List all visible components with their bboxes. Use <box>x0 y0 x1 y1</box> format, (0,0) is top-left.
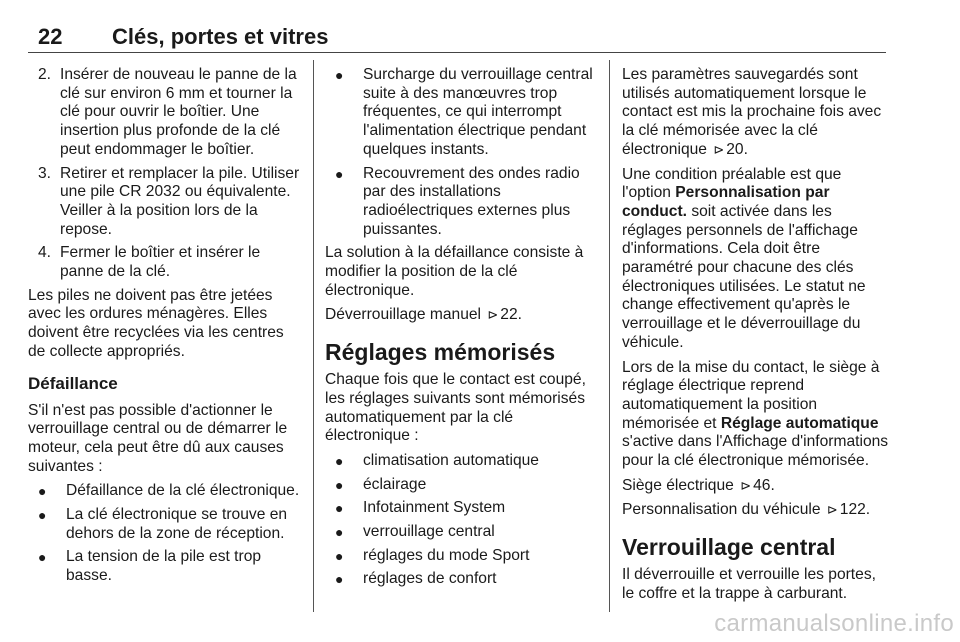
bullet-icon: ● <box>335 571 344 588</box>
column-3 <box>622 66 890 610</box>
prerequisite-text-end: soit activée dans les réglages personnels de l'affichage d'informations. Cela doit être paramétré pour chacune des clés électroniques utilisées. Le statut ne change effectivement qu'après le verrouillage et le déverrouillage du véhicule. <box>622 202 866 351</box>
column-2 <box>325 66 599 594</box>
saved-settings-text: Les paramètres sauvegardés sont utilisés automatiquement lorsque le contact est mis la prochaine fois avec la clé mémorisée avec la clé électronique <box>622 66 882 158</box>
reference-text: Personnalisation du véhicule <box>622 501 821 519</box>
reference-text: Déverrouillage manuel <box>325 306 482 324</box>
page-number: 22 <box>38 24 63 49</box>
bullet-text: Recouvrement des ondes radio par des installations radioélectriques externes plus puissantes. <box>363 164 580 238</box>
bullet-text: La tension de la pile est trop basse. <box>66 548 262 585</box>
bullet-icon: ● <box>335 524 344 541</box>
bullet-text: Infotainment System <box>363 499 506 517</box>
step-number: 4. <box>38 244 52 262</box>
list-item <box>28 66 302 160</box>
step-number: 3. <box>38 164 52 182</box>
customization-reference <box>622 501 890 520</box>
menu-option-personalization: Personnalisation par conduct. <box>622 184 830 220</box>
saved-settings-paragraph <box>622 66 890 160</box>
reference-page-link[interactable]: 122. <box>839 501 871 519</box>
list-item <box>28 165 302 240</box>
failure-causes-list <box>28 482 302 586</box>
step-text: Retirer et remplacer la pile. Utiliser une pile CR 2032 ou équivalente. Veiller à la position lors de la repose. <box>60 164 300 238</box>
step-number: 2. <box>38 66 52 83</box>
solution-paragraph: La solution à la défaillance consiste à modifier la position de la clé électronique. <box>325 244 584 299</box>
page-header-title: Clés, portes et vitres <box>112 24 329 49</box>
manual-unlock-reference <box>325 306 599 325</box>
list-item <box>325 570 599 589</box>
header-rule <box>28 52 886 53</box>
bullet-icon: ● <box>335 452 344 469</box>
reference-text: Siège électrique <box>622 476 734 494</box>
reference-page-link[interactable]: 46. <box>753 476 775 494</box>
bullet-text: La clé électronique se trouve en dehors de la zone de réception. <box>66 506 288 542</box>
prerequisite-paragraph <box>622 166 890 353</box>
list-item <box>28 482 302 501</box>
central-locking-paragraph: Il déverrouille et verrouille les portes, le coffre et la trappe à carburant. <box>622 566 876 602</box>
memorized-settings-list <box>325 452 599 589</box>
list-item <box>325 452 599 471</box>
failure-causes-list-continued <box>325 66 599 239</box>
list-item <box>28 244 302 281</box>
page-reference-arrow-icon: ⊳ <box>826 502 838 518</box>
bullet-text: réglages de confort <box>363 570 497 588</box>
bullet-text: climatisation automatique <box>363 451 539 469</box>
bullet-text: réglages du mode Sport <box>363 546 530 564</box>
page-reference-arrow-icon: ⊳ <box>740 477 752 493</box>
menu-option-auto-adjust: Réglage automatique <box>720 414 879 432</box>
section-heading-failure: Défaillance <box>28 373 118 393</box>
step-text: Fermer le boîtier et insérer le panne de la clé. <box>60 244 261 281</box>
failure-paragraph: S'il n'est pas possible d'actionner le verrouillage central ou de démarrer le moteur, cela peut être dû aux causes suivantes : <box>28 401 288 475</box>
step-text: Insérer de nouveau le panne de la clé sur environ 6 mm et tourner la clé pour ouvrir le boîtier. Une insertion plus profonde de la clé peut endommager le boîtier. <box>60 66 297 158</box>
bullet-icon: ● <box>335 547 344 564</box>
seat-reference <box>622 477 890 496</box>
seat-text-start: Lors de la mise du contact, le siège à réglage électrique reprend automatiquement la position mémorisée et <box>622 358 880 432</box>
list-item <box>325 66 599 160</box>
seat-text-end: s'active dans l'Affichage d'informations pour la clé électronique mémorisée. <box>622 433 889 470</box>
page-reference-arrow-icon: ⊳ <box>487 307 499 323</box>
bullet-icon: ● <box>335 67 344 83</box>
section-heading-central-locking: Verrouillage central <box>622 534 836 561</box>
column-1 <box>28 66 302 591</box>
disposal-paragraph: Les piles ne doivent pas être jetées avec les ordures ménagères. Elles doivent être recyclées via les centres de collecte appropriés. <box>28 286 284 360</box>
page-reference-arrow-icon: ⊳ <box>713 141 725 157</box>
reference-page-link[interactable]: 22. <box>500 306 522 324</box>
column-divider-1 <box>313 60 314 612</box>
column-divider-2 <box>609 60 610 612</box>
bullet-text: Surcharge du verrouillage central suite à des manœuvres trop fréquentes, ce qui interrompt l'alimentation électrique pendant quelques instants. <box>363 66 593 158</box>
bullet-icon: ● <box>335 165 344 182</box>
bullet-icon: ● <box>38 507 47 524</box>
section-heading-memorized-settings: Réglages mémorisés <box>325 339 556 366</box>
seat-paragraph <box>622 359 890 471</box>
bullet-text: verrouillage central <box>363 523 495 541</box>
list-item <box>325 165 599 240</box>
list-item <box>325 499 599 518</box>
bullet-icon: ● <box>335 500 344 517</box>
list-item <box>28 506 302 543</box>
bullet-text: Défaillance de la clé électronique. <box>66 482 300 500</box>
memorized-paragraph: Chaque fois que le contact est coupé, les réglages suivants sont mémorisés automatiquement par la clé électronique : <box>325 371 586 445</box>
watermark: carmanualsonline.info <box>714 610 954 637</box>
list-item <box>325 476 599 495</box>
bullet-text: éclairage <box>363 475 427 493</box>
reference-page-link[interactable]: 20. <box>726 140 748 158</box>
list-item <box>325 523 599 542</box>
bullet-icon: ● <box>38 549 47 566</box>
bullet-icon: ● <box>38 483 47 500</box>
bullet-icon: ● <box>335 476 344 493</box>
prerequisite-text-start: Une condition préalable est que l'option <box>622 165 842 202</box>
battery-steps-list <box>28 66 302 282</box>
list-item <box>28 548 302 585</box>
list-item <box>325 547 599 566</box>
